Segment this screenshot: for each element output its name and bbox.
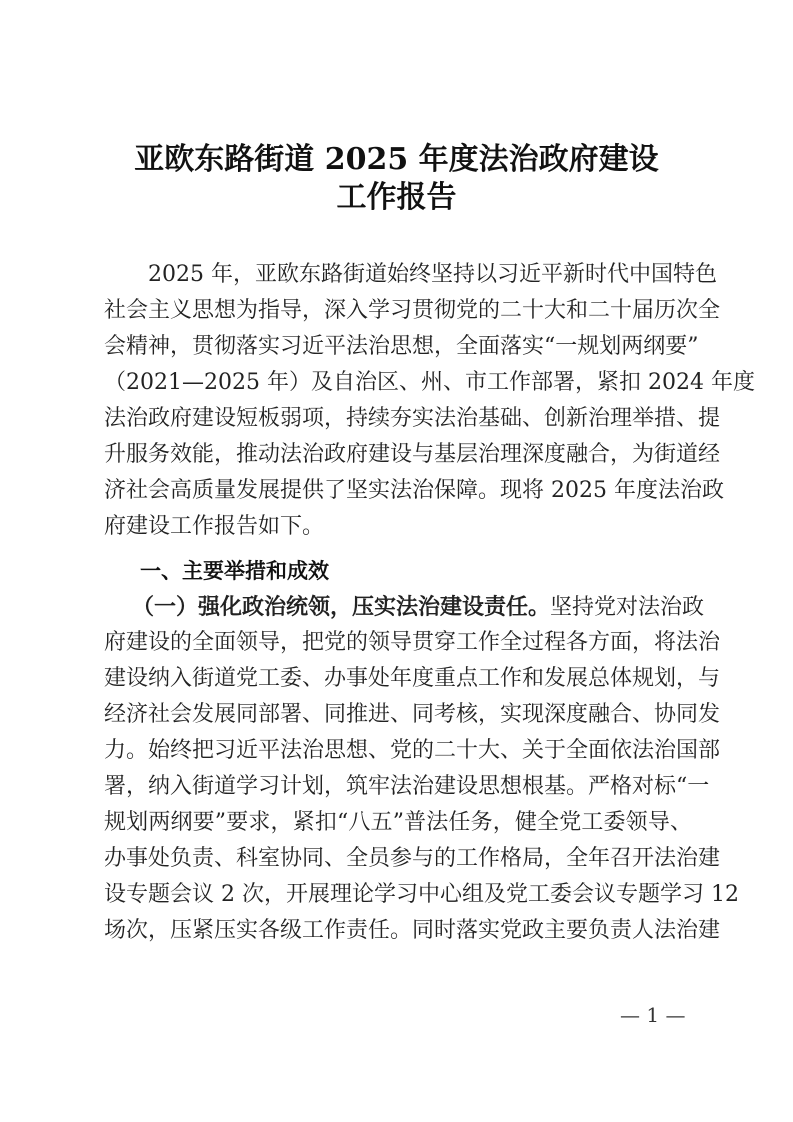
subsection-title: （一）强化政治统领，压实法治建设责任。 — [132, 594, 551, 620]
intro-line: 法治政府建设短板弱项，持续夯实法治基础、创新治理举措、提 — [104, 406, 721, 431]
subsection-line: 府建设的全面领导，把党的领导贯穿工作全过程各方面，将法治 — [104, 630, 721, 655]
intro-line: 2025 年，亚欧东路街道始终坚持以习近平新时代中国特色 — [104, 262, 717, 287]
intro-line: 社会主义思想为指导，深入学习贯彻党的二十大和二十届历次全 — [104, 298, 721, 323]
intro-line: （2021—2025 年）及自治区、州、市工作部署，紧扣 2024 年度 — [104, 370, 755, 395]
subsection-line: 场次，压紧压实各级工作责任。同时落实党政主要负责人法治建 — [104, 918, 721, 943]
subsection-text: 坚持党对法治政 — [550, 595, 705, 620]
document-title-line-1: 亚欧东路街道 2025 年度法治政府建设 — [134, 142, 659, 177]
section-heading: 一、主要举措和成效 — [140, 559, 329, 583]
intro-line: 会精神，贯彻落实习近平法治思想，全面落实“一规划两纲要” — [104, 334, 699, 359]
subsection-line: 力。始终把习近平法治思想、党的二十大、关于全面依法治国部 — [104, 738, 721, 763]
subsection-line: 规划两纲要”要求，紧扣“八五”普法任务，健全党工委领导、 — [104, 810, 692, 835]
subsection-first-line — [104, 589, 705, 625]
intro-line: 府建设工作报告如下。 — [104, 514, 325, 539]
subsection-line: 设专题会议 2 次，开展理论学习中心组及党工委会议专题学习 12 — [104, 882, 739, 907]
page-number: — 1 — — [620, 1003, 686, 1027]
intro-line: 济社会高质量发展提供了坚实法治保障。现将 2025 年度法治政 — [104, 478, 724, 503]
subsection-line: 建设纳入街道党工委、办事处年度重点工作和发展总体规划，与 — [104, 666, 721, 691]
subsection-line: 经济社会发展同部署、同推进、同考核，实现深度融合、协同发 — [104, 702, 721, 727]
subsection-line: 办事处负责、科室协同、全员参与的工作格局，全年召开法治建 — [104, 846, 721, 871]
subsection-line: 署，纳入街道学习计划，筑牢法治建设思想根基。严格对标“一 — [104, 774, 710, 799]
document-title-line-2: 工作报告 — [336, 180, 457, 215]
intro-line: 升服务效能，推动法治政府建设与基层治理深度融合，为街道经 — [104, 442, 721, 467]
